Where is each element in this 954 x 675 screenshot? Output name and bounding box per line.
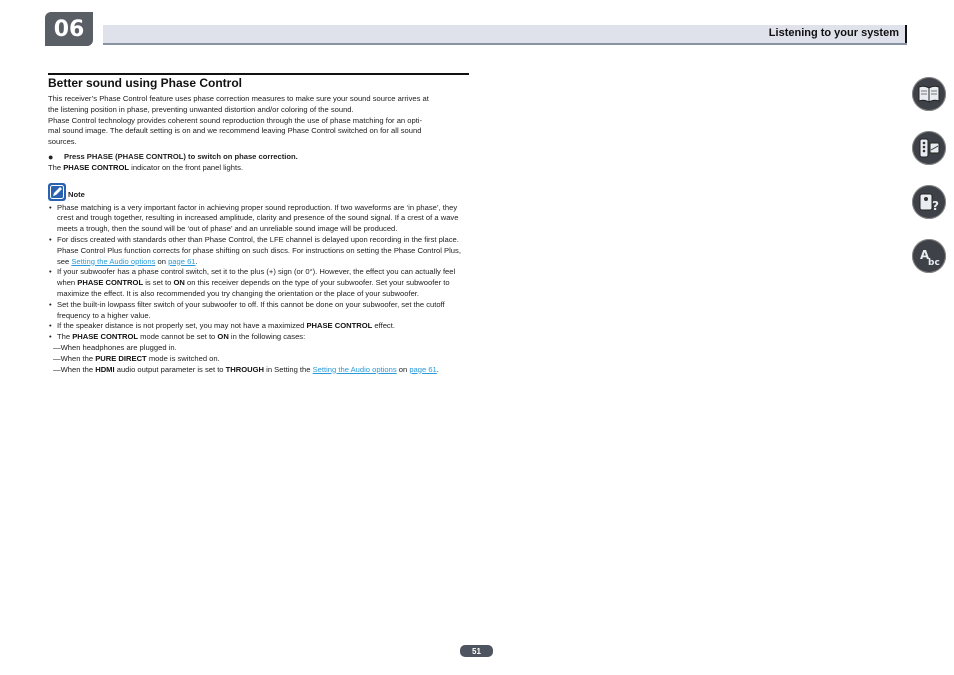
note-header [48, 181, 469, 201]
text: on this receiver depends on the type of your subwoofer. Set your subwoofer to maximize the effect. It is also recommended you try changing the orientation or the place of your subwoofer. [57, 278, 450, 298]
section-title: Better sound using Phase Control [48, 76, 243, 90]
bold-term: HDMI [95, 364, 115, 374]
text: If your subwoofer has a phase control switch, set it to the plus (+) sign (or 0°). However, the effect you can actually feel when [57, 267, 456, 288]
text: —When the [53, 364, 96, 374]
case-item [53, 365, 469, 376]
note-item [48, 235, 469, 267]
note-item [48, 332, 469, 343]
text: . [436, 364, 439, 374]
note-item [48, 267, 469, 299]
link-audio-options[interactable]: Setting the Audio options [312, 364, 397, 374]
text: mode cannot be set to [138, 332, 218, 342]
chapter-number: 06 [45, 12, 93, 46]
text: effect. [372, 321, 395, 331]
text: The [48, 162, 64, 172]
text: Set the built-in lowpass filter switch of your subwoofer to off. If this cannot be done on your subwoofer, set the cutoff frequency to a higher value. [57, 299, 445, 320]
text: If the speaker distance is not properly set, you may not have a maximized [57, 321, 307, 331]
note-item [48, 203, 469, 235]
text: The [57, 332, 73, 342]
page-header [103, 25, 907, 45]
intro-paragraph [48, 94, 469, 148]
bold-term: THROUGH [225, 364, 265, 374]
main-content [48, 73, 469, 375]
troubleshooting-icon[interactable] [912, 185, 946, 219]
text: on [155, 256, 169, 266]
note-item [48, 300, 469, 322]
remote-control-icon[interactable] [912, 131, 946, 165]
bold-term: PHASE CONTROL [72, 332, 139, 342]
bold-term: ON [173, 278, 185, 288]
case-item: —When headphones are plugged in. [53, 342, 177, 352]
intro-line: mal sound image. The default setting is on and we recommend leaving Phase Control switched on for all sound [48, 126, 422, 136]
procedure-step [48, 152, 469, 163]
text: —When the [53, 353, 96, 363]
text: audio output parameter is set to [114, 364, 226, 374]
header-marker [905, 25, 907, 43]
note-pencil-icon [48, 183, 66, 201]
intro-line: Phase Control technology provides coherent sound reproduction through the use of phase matching for an opti- [48, 115, 423, 125]
case-list [48, 343, 469, 375]
note-list [48, 203, 469, 343]
page-number: 51 [460, 645, 493, 657]
bold-term: ON [217, 332, 229, 342]
intro-line: sources. [48, 137, 77, 147]
header-title: Listening to your system [768, 27, 899, 39]
link-page-61[interactable]: page 61 [168, 256, 196, 266]
link-audio-options[interactable]: Setting the Audio options [71, 256, 156, 266]
step-result [48, 163, 469, 174]
book-icon[interactable] [912, 77, 946, 111]
appendix-icon[interactable] [912, 239, 946, 273]
text: in Setting the [264, 364, 313, 374]
text: For discs created with standards other than Phase Control, the LFE channel is delayed upon recording in the first place. Phase Control Plus function corrects for phase shifting on such discs. For instructions on setting the Phase Control Plus, see [57, 234, 461, 266]
step-text: Press PHASE (PHASE CONTROL) to switch on phase correction. [64, 151, 298, 161]
text: indicator on the front panel lights. [129, 162, 244, 172]
section-rule [48, 73, 469, 75]
note-item [48, 321, 469, 332]
case-item [53, 354, 469, 365]
note-label: Note [68, 189, 85, 199]
text: Phase matching is a very important factor in achieving proper sound reproduction. If two waveforms are ‘in phase’, they crest and trough together, resulting in increased amplitude, clarity and presence of the sound signal. If a crest of a wave meets a trough, then the sound will be ‘out of phase’ and an unreliable sound image will be produced. [57, 202, 459, 234]
intro-line: This receiver’s Phase Control feature uses phase correction measures to make sure your sound source arrives at [48, 94, 429, 103]
bold-term: PURE DIRECT [95, 353, 147, 363]
text: mode is switched on. [146, 353, 220, 363]
svg-text:?: ? [932, 199, 939, 213]
text: on [396, 364, 410, 374]
intro-line: the listening position in phase, preventing unwanted distortion and/or coloring of the sound. [48, 104, 354, 114]
bold-term: PHASE CONTROL [306, 321, 373, 331]
text: . [195, 256, 198, 266]
indicator-name: PHASE CONTROL [63, 162, 130, 172]
svg-text:A: A [920, 248, 930, 262]
link-page-61[interactable]: page 61 [409, 364, 437, 374]
bold-term: PHASE CONTROL [77, 278, 144, 288]
text: in the following cases: [228, 332, 306, 342]
svg-text:bc: bc [928, 258, 940, 267]
step-bullet-icon: ● [48, 151, 54, 162]
text: is set to [143, 278, 174, 288]
